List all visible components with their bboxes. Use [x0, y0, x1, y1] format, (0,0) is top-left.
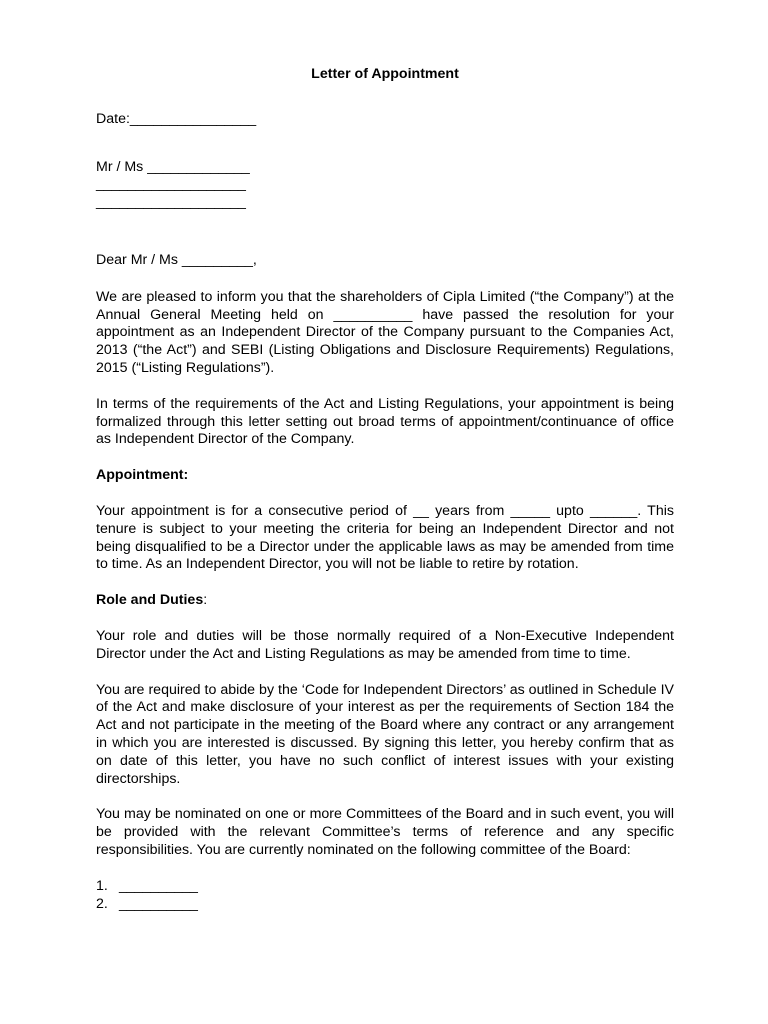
page-title: Letter of Appointment	[311, 66, 459, 82]
date-label: Date:	[96, 110, 130, 127]
intro-paragraph: We are pleased to inform you that the shareholders of Cipla Limited (“the Company”) at the Annual General Meeting held on __________ have passed the resolution for your appointment as an Independent Director of the Company pursuant to the Companies Act, 2013 (“the Act”) and SEBI (Listing Obligations and Disclosure Requirements) Regulations, 2015 (“Listing Regulations”).	[96, 288, 674, 376]
list-number: 1.	[96, 877, 108, 894]
appointment-heading: Appointment:	[96, 467, 189, 484]
list-item	[96, 878, 674, 896]
addressee-line: Mr / Ms _____________	[96, 158, 250, 175]
date-blank: ________________	[129, 110, 257, 127]
role-heading-colon: :	[203, 592, 208, 609]
list-blank: __________	[119, 895, 198, 912]
date-line	[96, 111, 674, 129]
salutation: Dear Mr / Ms _________,	[96, 251, 257, 268]
committee-list	[96, 878, 674, 914]
address-line-2: ___________________	[96, 176, 246, 193]
terms-paragraph: In terms of the requirements of the Act and Listing Regulations, your appointment is being formalized through this letter setting out broad terms of appointment/continuance of office as Independent Director of the Company.	[96, 395, 674, 448]
list-blank: __________	[119, 877, 198, 894]
role-heading-line	[96, 592, 674, 610]
list-item	[96, 896, 674, 914]
list-number: 2.	[96, 895, 108, 912]
code-paragraph: You are required to abide by the ‘Code for Independent Directors’ as outlined in Schedule IV of the Act and make disclosure of your interest as per the requirements of Section 184 the Act and not participate in the meeting of the Board where any contract or any arrangement in which you are interested is discussed. By signing this letter, you hereby confirm that as on date of this letter, you have no such conflict of interest issues with your existing directorships.	[96, 681, 674, 787]
letter-page	[96, 66, 674, 913]
committee-paragraph: You may be nominated on one or more Committees of the Board and in such event, you will be provided with the relevant Committee’s terms of reference and any specific responsibilities. You are currently nominated on the following committee of the Board:	[96, 806, 674, 858]
role-paragraph: Your role and duties will be those normally required of a Non-Executive Independent Director under the Act and Listing Regulations as may be amended from time to time.	[96, 627, 674, 662]
address-line-3: ___________________	[96, 194, 246, 211]
role-heading: Role and Duties	[96, 592, 204, 609]
appointment-paragraph: Your appointment is for a consecutive period of __ years from _____ upto ______. This tenure is subject to your meeting the criteria for being an Independent Director and not being disqualified to be a Director under the applicable laws as may be amended from time to time. As an Independent Director, you will not be liable to retire by rotation.	[96, 502, 674, 573]
